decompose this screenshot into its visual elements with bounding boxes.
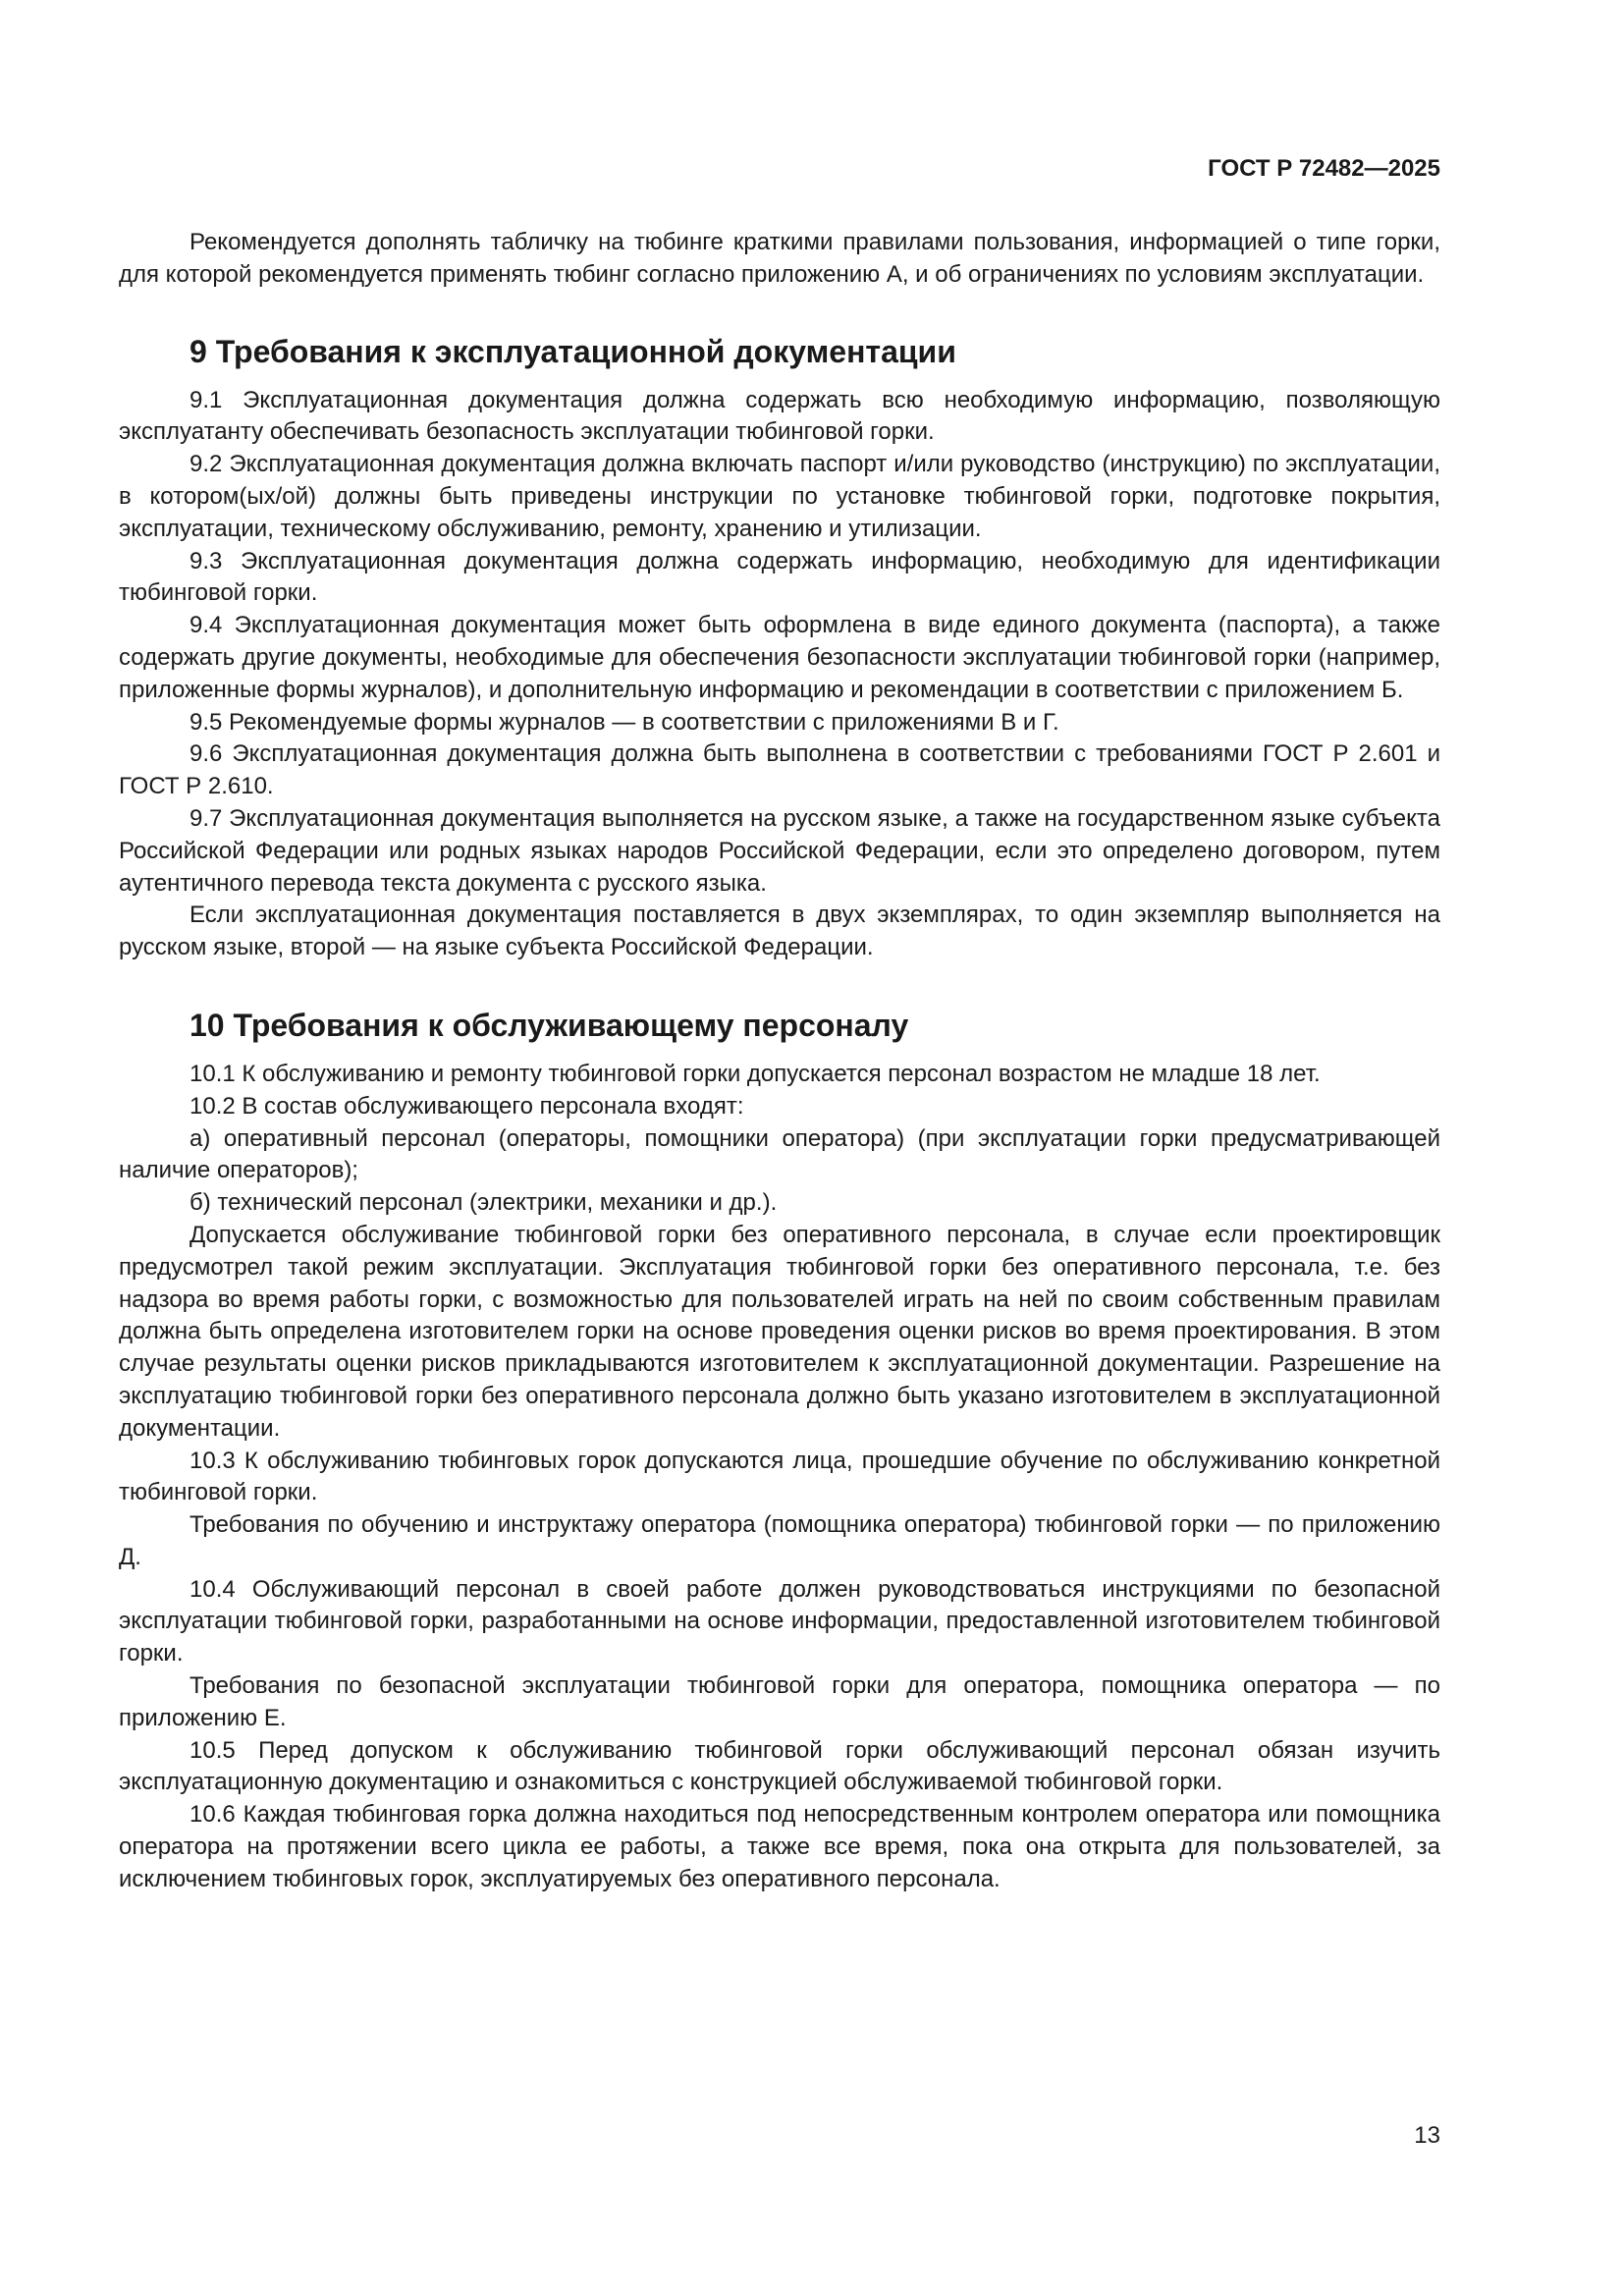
paragraph-safety-requirements: Требования по безопасной эксплуатации тюбинговой горки для оператора, помощника оператора — по приложению Е. [119, 1672, 1440, 1731]
paragraph-no-operational-staff: Допускается обслуживание тюбинговой горки без оперативного персонала, в случае если проектировщик предусмотрел такой режим эксплуатации. Эксплуатация тюбинговой горки без оперативного персонала, т.е. без надзора во время работы горки, с возможностью для пользователей играть на ней по своим собственным правилам должна быть определена изготовителем горки на основе проведения оценки рисков во время проектирования. В этом случае результаты оценки рисков прикладываются изготовителем к эксплуатационной документации. Разрешение на эксплуатацию тюбинговой горки без оперативного персонала должно быть указано изготовителем в эксплуатационной документации. [119, 1221, 1440, 1442]
paragraph-10-6: 10.6 Каждая тюбинговая горка должна находиться под непосредственным контролем оператора или помощника оператора на протяжении всего цикла ее работы, а также все время, пока она открыта для пользователей, за исключением тюбинговых горок, эксплуатируемых без оперативного персонала. [119, 1801, 1440, 1892]
intro-paragraph: Рекомендуется дополнять табличку на тюбинге краткими правилами пользования, информацией о типе горки, для которой рекомендуется применять тюбинг согласно приложению А, и об ограничениях по условиям эксплуатации. [119, 229, 1440, 288]
paragraph-10-4: 10.4 Обслуживающий персонал в своей работе должен руководствоваться инструкциями по безопасной эксплуатации тюбинговой горки, разработанными на основе информации, предоставленной изготовителем тюбинговой горки. [119, 1575, 1440, 1667]
document-code: ГОСТ Р 72482—2025 [1208, 155, 1440, 182]
paragraph-9-2: 9.2 Эксплуатационная документация должна включать паспорт и/или руководство (инструкцию) по эксплуатации, в котором(ых/ой) должны быть приведены инструкции по установке тюбинговой горки, подготовке покрытия, эксплуатации, техническому обслуживанию, ремонту, хранению и утилизации. [119, 451, 1440, 542]
paragraph-9-7-note: Если эксплуатационная документация поставляется в двух экземплярах, то один экземпляр выполняется на русском языке, второй — на языке субъекта Российской Федерации. [119, 902, 1440, 961]
paragraph-10-5: 10.5 Перед допуском к обслуживанию тюбинговой горки обслуживающий персонал обязан изучить эксплуатационную документацию и ознакомиться с конструкцией обслуживаемой тюбинговой горки. [119, 1736, 1440, 1796]
paragraph-9-3: 9.3 Эксплуатационная документация должна содержать информацию, необходимую для идентификации тюбинговой горки. [119, 547, 1440, 607]
paragraph-9-4: 9.4 Эксплуатационная документация может быть оформлена в виде единого документа (паспорта), а также содержать другие документы, необходимые для обеспечения безопасности эксплуатации тюбинговой горки (например, приложенные формы журналов), и дополнительную информацию и рекомендации в соответствии с приложением Б. [119, 612, 1440, 703]
section-9-heading: 9 Требования к эксплуатационной документации [189, 333, 956, 369]
paragraph-10-3: 10.3 К обслуживанию тюбинговых горок допускаются лица, прошедшие обучение по обслуживанию конкретной тюбинговой горки. [119, 1447, 1440, 1506]
paragraph-10-1: 10.1 К обслуживанию и ремонту тюбинговой горки допускается персонал возрастом не младше 18 лет. [189, 1060, 1321, 1087]
section-10-heading: 10 Требования к обслуживающему персоналу [189, 1007, 909, 1043]
page-content [119, 227, 1440, 1896]
paragraph-9-1: 9.1 Эксплуатационная документация должна содержать всю необходимую информацию, позволяющую эксплуатанту обеспечивать безопасность эксплуатации тюбинговой горки. [119, 386, 1440, 446]
paragraph-training-requirements: Требования по обучению и инструктажу оператора (помощника оператора) тюбинговой горки — по приложению Д. [119, 1511, 1440, 1570]
paragraph-9-5: 9.5 Рекомендуемые формы журналов — в соответствии с приложениями В и Г. [189, 708, 1059, 736]
list-item-a: а) оперативный персонал (операторы, помощники оператора) (при эксплуатации горки предусматривающей наличие операторов); [119, 1124, 1440, 1184]
list-item-b: б) технический персонал (электрики, механики и др.). [189, 1189, 778, 1217]
paragraph-9-6: 9.6 Эксплуатационная документация должна быть выполнена в соответствии с требованиями ГОСТ Р 2.601 и ГОСТ Р 2.610. [119, 740, 1440, 800]
paragraph-9-7: 9.7 Эксплуатационная документация выполняется на русском языке, а также на государственном языке субъекта Российской Федерации или родных языках народов Российской Федерации, если это определено договором, путем аутентичного перевода текста документа с русского языка. [119, 804, 1440, 897]
page-number: 13 [1414, 2122, 1440, 2149]
paragraph-10-2: 10.2 В состав обслуживающего персонала входят: [189, 1092, 744, 1120]
